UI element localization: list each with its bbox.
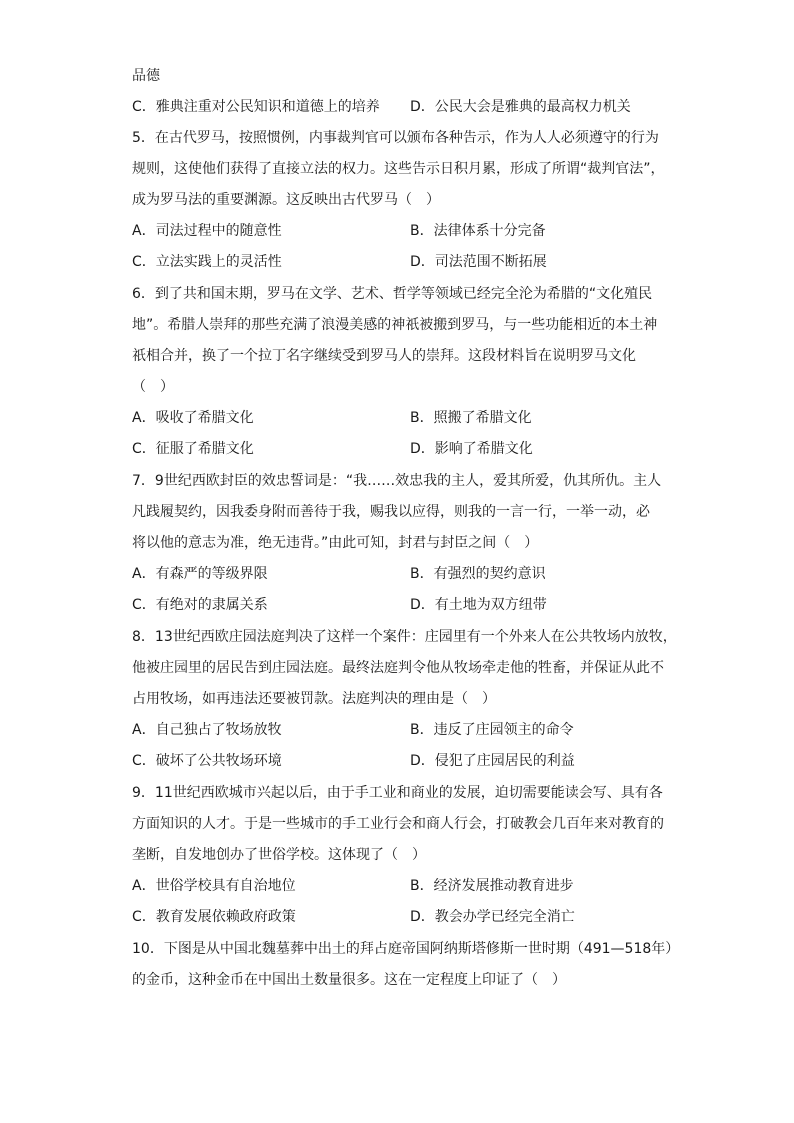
option-q6-c: C．征服了希腊文化: [132, 441, 254, 457]
option-q5-d: D．司法范围不断拓展: [410, 254, 547, 270]
question-6-text: 6．到了共和国末期，罗马在文学、艺术、哲学等领域已经完全沦为希腊的“文化殖民: [132, 286, 653, 302]
option-q4-d: D．公民大会是雅典的最高权力机关: [410, 99, 631, 115]
option-q8-c: C．破坏了公共牧场环境: [132, 753, 282, 769]
question-9-text: 垄断，自发地创办了世俗学校。这体现了（ ）: [132, 847, 426, 863]
option-q5-b: B．法律体系十分完备: [410, 223, 546, 239]
question-9-text: 方面知识的人才。于是一些城市的手工业行会和商人行会，打破教会几百年来对教育的: [132, 816, 664, 832]
question-5-text: 5．在古代罗马，按照惯例，内事裁判官可以颁布各种告示，作为人人必须遵守的行为: [132, 130, 659, 146]
option-q7-b: B．有强烈的契约意识: [410, 566, 546, 582]
option-q9-b: B．经济发展推动教育进步: [410, 878, 574, 894]
option-q9-d: D．教会办学已经完全消亡: [410, 909, 575, 925]
option-q8-a: A．自己独占了牧场放牧: [132, 722, 282, 738]
option-q7-d: D．有土地为双方纽带: [410, 597, 547, 613]
text-line: 品德: [132, 68, 160, 84]
question-7-text: 将以他的意志为准，绝无违背。”由此可知，封君与封臣之间（ ）: [132, 535, 539, 551]
option-q8-d: D．侵犯了庄园居民的利益: [410, 753, 575, 769]
question-10-text: 10．下图是从中国北魏墓葬中出土的拜占庭帝国阿纳斯塔修斯一世时期（491—518年）: [132, 941, 680, 957]
question-6-text: 地”。希腊人崇拜的那些充满了浪漫美感的神祇被搬到罗马，与一些功能相近的本土神: [132, 317, 658, 333]
option-q9-a: A．世俗学校具有自治地位: [132, 878, 296, 894]
option-q4-c: C．雅典注重对公民知识和道德上的培养: [132, 99, 380, 115]
question-8-text: 他被庄园里的居民告到庄园法庭。最终法庭判令他从牧场牵走他的牲畜，并保证从此不: [132, 660, 664, 676]
question-5-text: 规则，这使他们获得了直接立法的权力。这些告示日积月累，形成了所谓“裁判官法”，: [132, 161, 665, 177]
question-5-text: 成为罗马法的重要渊源。这反映出古代罗马（ ）: [132, 192, 440, 208]
question-10-text: 的金币，这种金币在中国出土数量很多。这在一定程度上印证了（ ）: [132, 972, 566, 988]
option-q6-b: B．照搬了希腊文化: [410, 410, 532, 426]
option-q5-c: C．立法实践上的灵活性: [132, 254, 282, 270]
option-q6-d: D．影响了希腊文化: [410, 441, 533, 457]
question-8-text: 8．13世纪西欧庄园法庭判决了这样一个案件：庄园里有一个外来人在公共牧场内放牧，: [132, 629, 677, 645]
option-q9-c: C．教育发展依赖政府政策: [132, 909, 296, 925]
option-q7-c: C．有绝对的隶属关系: [132, 597, 268, 613]
option-q5-a: A．司法过程中的随意性: [132, 223, 282, 239]
question-6-text: 祇相合并，换了一个拉丁名字继续受到罗马人的崇拜。这段材料旨在说明罗马文化: [132, 348, 636, 364]
question-8-text: 占用牧场，如再违法还要被罚款。法庭判决的理由是（ ）: [132, 691, 496, 707]
option-q7-a: A．有森严的等级界限: [132, 566, 268, 582]
question-6-text: （ ）: [132, 379, 174, 395]
option-q6-a: A．吸收了希腊文化: [132, 410, 254, 426]
question-9-text: 9．11世纪西欧城市兴起以后，由于手工业和商业的发展，迫切需要能读会写、具有各: [132, 785, 663, 801]
question-7-text: 7．9世纪西欧封臣的效忠誓词是：“我……效忠我的主人，爱其所爱，仇其所仇。主人: [132, 473, 662, 489]
option-q8-b: B．违反了庄园领主的命令: [410, 722, 574, 738]
question-7-text: 凡践履契约，因我委身附而善待于我，赐我以应得，则我的一言一行，一举一动，必: [132, 504, 650, 520]
